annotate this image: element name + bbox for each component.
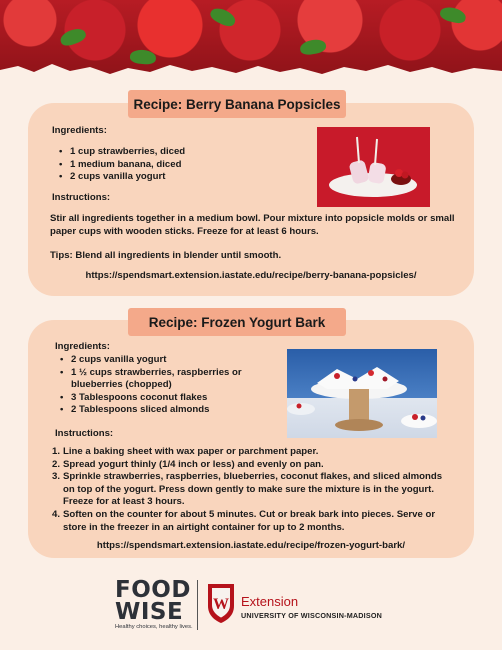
recipe-url[interactable]: https://spendsmart.extension.iastate.edu/recipe/frozen-yogurt-bark/	[96, 540, 406, 551]
tips-text: Tips: Blend all ingredients in blender until smooth.	[50, 250, 282, 261]
svg-text:W: W	[213, 596, 229, 613]
ingredient-item: • 2 cups vanilla yogurt	[55, 354, 273, 367]
ingredient-item: • 2 cups vanilla yogurt	[54, 171, 314, 184]
recipe-title: Recipe: Berry Banana Popsicles	[128, 90, 346, 118]
ingredient-item: • 1 ½ cups strawberries, raspberries or blueberries (chopped)	[55, 367, 273, 392]
ingredient-item: • 1 medium banana, diced	[54, 159, 314, 172]
uw-crest-icon	[206, 582, 236, 624]
ingredients-heading: Ingredients:	[52, 125, 107, 136]
recipe-url[interactable]: https://spendsmart.extension.iastate.edu/recipe/berry-banana-popsicles/	[85, 270, 417, 281]
recipe-title: Recipe: Frozen Yogurt Bark	[128, 308, 346, 336]
foodwise-logo: FOOD	[115, 577, 191, 603]
ingredients-list	[55, 354, 273, 417]
logo-divider	[197, 580, 198, 630]
torn-paper-edge	[0, 58, 502, 88]
instructions-heading: Instructions:	[52, 192, 111, 203]
ingredients-list	[54, 146, 314, 184]
instruction-step: 1. Line a baking sheet with wax paper or parchment paper.	[52, 446, 319, 457]
instruction-step: 3. Sprinkle strawberries, raspberries, blueberries, coconut flakes, and sliced almonds on top of the yogurt. Press down gently to make sure the mixture is in the yogurt. Freeze for at least 3 hours.	[52, 471, 443, 508]
foodwise-logo: WISE	[115, 599, 184, 625]
instructions-text: Stir all ingredients together in a medium bowl. Pour mixture into popsicle molds or small paper cups with wooden sticks. Freeze for at least 6 hours.	[50, 213, 455, 237]
instructions-heading: Instructions:	[55, 428, 114, 439]
instruction-step: 2. Spread yogurt thinly (1/4 inch or less) and evenly on pan.	[52, 458, 324, 470]
university-label: UNIVERSITY OF WISCONSIN-MADISON	[241, 611, 383, 620]
ingredient-item: • 2 Tablespoons sliced almonds	[55, 404, 273, 417]
ingredient-item: • 1 cup strawberries, diced	[54, 146, 314, 159]
foodwise-tagline: Healthy choices, healthy lives.	[115, 624, 193, 630]
ingredient-item: • 3 Tablespoons coconut flakes	[55, 392, 273, 405]
yogurt-bark-photo	[287, 349, 437, 438]
instruction-step: 4. Soften on the counter for about 5 minutes. Cut or break bark into pieces. Serve or store in the freezer in an airtight container for up to 2 months.	[52, 508, 436, 533]
ingredients-heading: Ingredients:	[55, 341, 110, 352]
popsicles-photo	[317, 127, 430, 207]
extension-label: Extension	[241, 594, 299, 609]
instructions-steps	[52, 446, 452, 534]
